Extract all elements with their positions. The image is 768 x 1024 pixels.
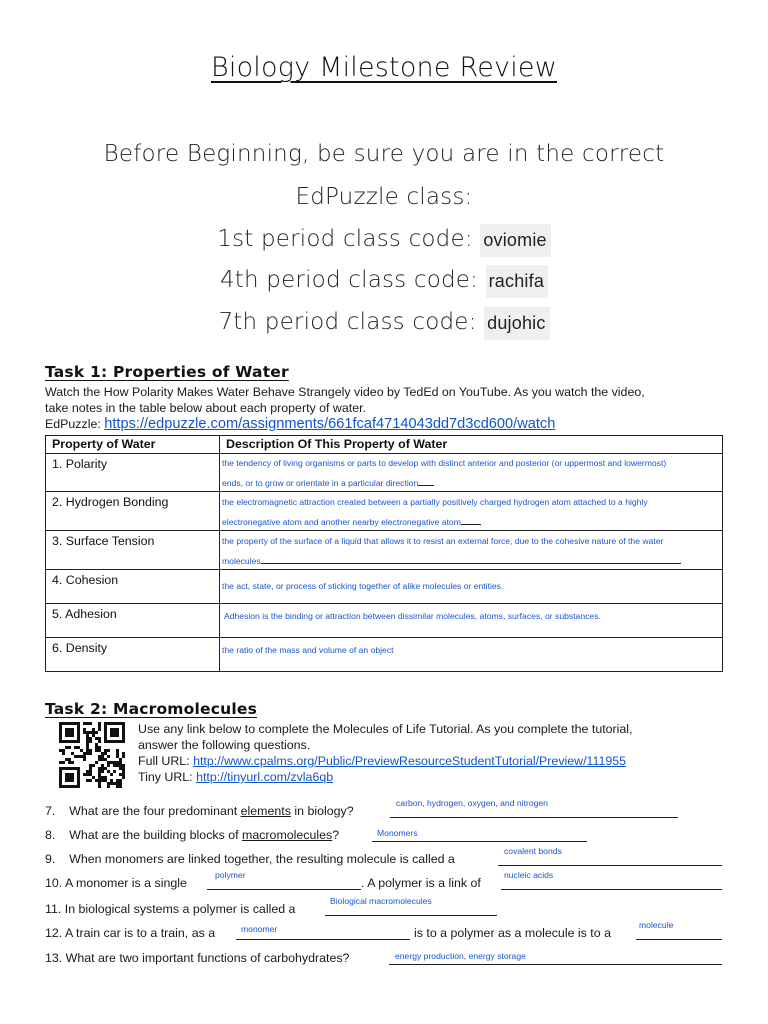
description-cell[interactable]: [220, 570, 723, 604]
full-url-row: [138, 754, 626, 768]
answer-10b-field[interactable]: nucleic acids: [501, 876, 722, 890]
table-row: [46, 492, 723, 531]
answer-9-field[interactable]: covalent bonds: [498, 852, 722, 866]
answer-text-2: molecules: [222, 556, 261, 566]
full-url-link[interactable]: http://www.cpalms.org/Public/PreviewResourceStudentTutorial/Preview/111955: [193, 754, 627, 768]
task-1-instructions-2: take notes in the table below about each property of water.: [45, 401, 366, 415]
property-cell: 1. Polarity: [46, 454, 220, 492]
answer-text: the act, state, or process of sticking together of alike molecules or entities.: [222, 581, 504, 591]
period-4-row: [0, 267, 768, 293]
answer-12a-field[interactable]: monomer: [236, 926, 410, 940]
period-1-row: [0, 226, 768, 252]
table-header-row: [46, 436, 723, 454]
answer-text: the property of the surface of a liquid that allows it to resist an external force, due to the cohesive nature of the water: [222, 536, 664, 546]
edpuzzle-label: EdPuzzle:: [45, 417, 101, 431]
period-7-code: dujohic: [484, 307, 549, 340]
description-cell[interactable]: [220, 604, 723, 638]
property-cell: 6. Density: [46, 638, 220, 672]
answer-text: the ratio of the mass and volume of an object: [222, 645, 394, 655]
period-1-code: oviomie: [480, 224, 550, 257]
answer-text-2: ends, or to grow or orientate in a particular direction: [222, 478, 419, 488]
answer-text-2: electronegative atom and another nearby electronegative atom: [222, 517, 461, 527]
task-1-instructions-1: Watch the How Polarity Makes Water Behave Strangely video by TedEd on YouTube. As you watch the video,: [45, 385, 645, 399]
page-title: Biology Milestone Review: [210, 52, 557, 83]
question-13: 13. What are two important functions of carbohydrates?: [45, 951, 350, 965]
task-2-instructions-2: answer the following questions.: [138, 738, 311, 752]
task-2-heading: Task 2: Macromolecules: [45, 700, 258, 718]
question-10-b: . A polymer is a link of: [361, 876, 481, 890]
question-9: 9. When monomers are linked together, the resulting molecule is called a: [45, 852, 455, 866]
table-row: [46, 570, 723, 604]
period-4-label: 4th period class code:: [219, 267, 479, 293]
edpuzzle-link[interactable]: https://edpuzzle.com/assignments/661fcaf4714043dd7d3cd600/watch: [104, 416, 556, 432]
full-url-label: Full URL:: [138, 754, 190, 768]
question-10-a: 10. A monomer is a single: [45, 876, 187, 890]
answer-11-field[interactable]: Biological macromolecules: [325, 902, 497, 916]
tiny-url-link[interactable]: http://tinyurl.com/zvla6qb: [196, 770, 334, 784]
answer-7-field[interactable]: carbon, hydrogen, oxygen, and nitrogen: [390, 804, 678, 818]
intro-line-1: Before Beginning, be sure you are in the correct: [103, 141, 665, 167]
answer-text: the electromagnetic attraction created between a partially positively charged hydrogen atom attached to a highly: [222, 497, 648, 507]
description-cell[interactable]: [220, 531, 723, 570]
period-1-label: 1st period class code:: [217, 226, 473, 252]
qr-code-icon: [59, 722, 125, 788]
col-description: Description Of This Property of Water: [220, 436, 723, 454]
description-cell[interactable]: [220, 492, 723, 531]
question-8: 8. What are the building blocks of macromolecules?: [45, 828, 340, 842]
description-cell[interactable]: [220, 638, 723, 672]
table-row: [46, 604, 723, 638]
question-12-b: is to a polymer as a molecule is to a: [414, 926, 611, 940]
task-2-instructions-1: Use any link below to complete the Molecules of Life Tutorial. As you complete the tutorial,: [138, 722, 633, 736]
property-cell: 5. Adhesion: [46, 604, 220, 638]
answer-8-field[interactable]: Monomers: [372, 828, 587, 842]
edpuzzle-link-row: [45, 416, 555, 432]
period-7-label: 7th period class code:: [218, 309, 477, 335]
property-cell: 3. Surface Tension: [46, 531, 220, 570]
period-4-code: rachifa: [486, 265, 548, 298]
answer-13-field[interactable]: energy production, energy storage: [389, 951, 722, 965]
period-7-row: [0, 309, 768, 335]
water-properties-table: [45, 435, 723, 672]
answer-text: Adhesion is the binding or attraction between dissimilar molecules, atoms, surfaces, or substances.: [224, 611, 601, 621]
answer-10a-field[interactable]: polymer: [207, 876, 361, 890]
description-cell[interactable]: [220, 454, 723, 492]
intro-line-2: EdPuzzle class:: [295, 184, 473, 210]
property-cell: 4. Cohesion: [46, 570, 220, 604]
task-1-heading: Task 1: Properties of Water: [45, 363, 289, 381]
tiny-url-label: Tiny URL:: [138, 770, 193, 784]
table-row: [46, 531, 723, 570]
answer-text: the tendency of living organisms or parts to develop with distinct anterior and posterior (or uppermost and lowermost): [222, 458, 667, 468]
table-row: [46, 454, 723, 492]
question-12-a: 12. A train car is to a train, as a: [45, 926, 216, 940]
question-7: 7. What are the four predominant elements in biology?: [45, 804, 354, 818]
col-property: Property of Water: [46, 436, 220, 454]
tiny-url-row: [138, 770, 333, 784]
question-11: 11. In biological systems a polymer is called a: [45, 902, 296, 916]
property-cell: 2. Hydrogen Bonding: [46, 492, 220, 531]
answer-12b-field[interactable]: molecule: [636, 926, 722, 940]
table-row: [46, 638, 723, 672]
